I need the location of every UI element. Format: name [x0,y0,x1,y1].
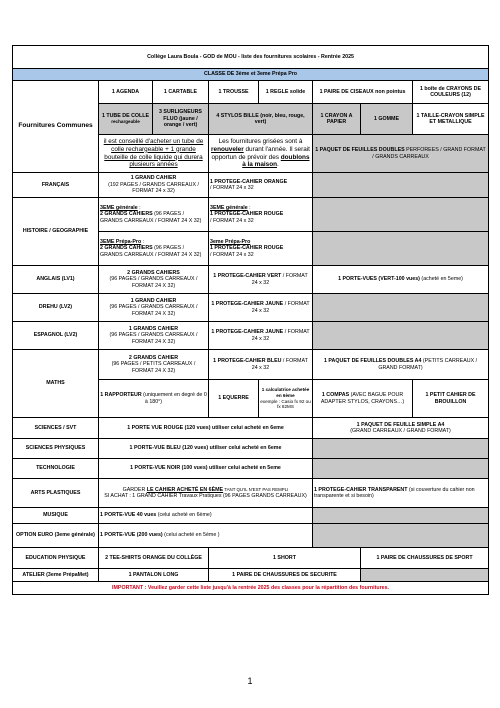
anglais-cahiers-detail: (96 PAGES / GRANDS CARREAUX / FORMAT 24 X 32) [109,276,198,289]
surligneurs-cell: 3 SURLIGNEURS FLUO (jaune / orange / vert) [153,104,209,135]
subject-option-euro: OPTION EURO (3eme générale) [13,524,99,548]
trousse-cell: 1 TROUSSE [209,81,259,104]
anglais-porte-vues-detail: (acheté en 5eme) [419,276,463,283]
histoire-pp-protege-detail: / FORMAT 24 x 32 [210,251,254,258]
maths-calc-detail: exemple : Casio fx 92 ou fx 82MS [260,398,311,410]
maths-compas-title: 1 COMPAS [321,392,350,399]
musique-porte-vue-cell [99,508,313,524]
espagnol-cahier-detail: (96 PAGES / GRANDS CARREAUX / FORMAT 24 X 32) [109,332,198,345]
francais-protege-detail: / FORMAT 24 x 32 [210,185,254,191]
maths-protege-detail: / FORMAT 24 x 32 [251,358,308,371]
maths-cahiers-detail: (96 PAGES / PETITS CARREAUX / FORMAT 24 X 32) [111,361,196,374]
svt-feuille-title: 1 PAQUET DE FEUILLE SIMPLE A4 [356,421,445,428]
histoire-gen-protege-cell: 3EME générale : 1 PROTEGE-CAHIER ROUGE / FORMAT 24 x 32 [209,198,313,232]
espagnol-empty-cell [313,322,489,350]
anglais-porte-vues-cell [313,266,489,294]
maths-feuilles-title: 1 PAQUET DE FEUILLES DOUBLES A4 [324,358,422,365]
subject-techno: TECHNOLOGIE [13,459,99,479]
maths-calc-title: 1 calculatrice achetée en 6ème [261,387,310,398]
subject-arts: ARTS PLASTIQUES [13,479,99,508]
histoire-pp-cahiers-title: 2 GRANDS CAHIERS [100,245,153,252]
arts-garder-4: SI ACHAT : 1 GRAND CAHIER Travaux Pratiques (96 PAGES GRANDS CARREAUX) [104,493,307,499]
maths-feuilles-cell [313,350,489,380]
option-euro-porte-vue-cell [99,524,313,548]
histoire-pp-cahiers-cell: 3EME Prépa-Pro : 2 GRANDS CAHIERS (96 PAGES / GRANDS CARREAUX / FORMAT 24 X 32) [99,232,209,266]
histoire-pp-cahiers-detail: (96 PAGES / GRANDS CARREAUX / FORMAT 24 X 32) [100,245,202,258]
histoire-gen-cahiers-title: 2 GRANDS CAHIERS [100,211,153,218]
svt-feuille-cell [313,418,489,439]
option-euro-porte-vue-detail: (celui acheté en 5ème ) [162,532,220,539]
espagnol-cahier-cell [99,322,209,350]
francais-cahier-title: 1 GRAND CAHIER [130,175,177,182]
atelier-securite-cell: 1 PAIRE DE CHAUSSURES DE SECURITE [209,569,361,582]
histoire-gen-empty-cell [313,198,489,232]
francais-protege-cell [209,173,313,198]
anglais-protege-title: 1 PROTEGE-CAHIER VERT [213,273,282,280]
arts-garder-1: GARDER [122,486,147,493]
cartable-cell: 1 CARTABLE [153,81,209,104]
grisees-text-3: . [277,161,279,169]
histoire-gen-cahiers-cell: 3EME générale : 2 GRANDS CAHIERS (96 PAGES / GRANDS CARREAUX / FORMAT 24 X 32) [99,198,209,232]
maths-cahiers-cell [99,350,209,380]
atelier-pantalon-cell: 1 PANTALON LONG [99,569,209,582]
maths-calc-cell [259,380,313,418]
subject-musique: MUSIQUE [13,508,99,524]
fournitures-table [12,45,489,595]
important-notice: IMPORTANT : Veuillez garder cette liste jusqu'à la rentrée 2025 des classes pour la répartition des fournitures. [13,582,489,595]
histoire-gen-label: 3EME générale [100,204,138,211]
drehu-cahier-cell [99,294,209,322]
subject-svt: SCIENCES / SVT [13,418,99,439]
anglais-cahiers-cell [99,266,209,294]
histoire-pp-label-2: 3eme Prépa-Pro [210,238,251,245]
maths-petit-cahier-cell: 1 PETIT CAHIER DE BROUILLON [413,380,489,418]
histoire-pp-label: 3EME Prépa-Pro [100,238,142,245]
svt-feuille-detail: (GRAND CARREAUX / GRAND FORMAT) [350,428,451,434]
musique-porte-vue-title: 1 PORTE-VUE 40 vues [100,512,157,519]
option-euro-empty-cell [313,524,489,548]
francais-empty-cell [313,173,489,198]
drehu-protege-detail: / FORMAT 24 x 32 [251,301,310,314]
drehu-protege-cell [209,294,313,322]
histoire-pp-protege-title: 1 PROTEGE-CAHIER ROUGE [210,245,284,252]
maths-equerre-cell: 1 EQUERRE [209,380,259,418]
espagnol-protege-title: 1 PROTEGE-CAHIER JAUNE [211,329,284,336]
maths-rapporteur-title: 1 RAPPORTEUR [100,392,142,399]
atelier-empty-cell [361,569,489,582]
colle-sub: rechargeable [111,119,140,124]
page-number: 1 [247,676,253,686]
stylos-cell: 4 STYLOS BILLE (noir, bleu, rouge, vert) [209,104,313,135]
drehu-empty-cell [313,294,489,322]
techno-empty-cell [313,459,489,479]
maths-rapporteur-cell [99,380,209,418]
maths-compas-detail: (AVEC BAGUE POUR ADAPTER STYLOS, CRAYONS…) [320,392,405,405]
espagnol-cahier-title: 1 GRANDS CAHIER [128,325,179,332]
anglais-porte-vues-title: 1 PORTE-VUES (VERT-100 vues) [338,276,420,283]
arts-garder-2: LE CAHIER ACHETÉ EN 6ÈME [146,486,224,493]
histoire-gen-cahiers-detail: (96 PAGES / GRANDS CARREAUX / FORMAT 24 X 32) [100,211,202,224]
feuilles-main: 1 PAQUET DE FEUILLES DOUBLES [315,147,405,154]
arts-protege-detail: (si couverture du cahier non transparente et si besoin) [314,486,475,499]
physiques-porte-vue-cell: 1 PORTE-VUE BLEU (120 vues) utiliser celui acheté en 6eme [99,439,313,459]
histoire-gen-protege-title: 1 PROTEGE-CAHIER ROUGE [210,211,284,218]
grisees-text-2: durant l'année. Il serait opportun de prévoir des [211,145,310,161]
conseil-colle-cell [99,135,209,173]
maths-feuilles-detail: (PETITS CARREAUX / GRAND FORMAT) [378,358,478,371]
subject-anglais: ANGLAIS (LV1) [13,266,99,294]
svt-porte-vue-cell: 1 PORTE VUE ROUGE (120 vues) utiliser celui acheté en 6eme [99,418,313,439]
histoire-gen-protege-detail: / FORMAT 24 x 32 [210,217,254,224]
subject-eps: EDUCATION PHYSIQUE [13,548,99,569]
page-title: Collège Laura Boula - GOD de MOU - liste des fournitures scolaires - Rentrée 2025 [13,46,489,69]
grisees-text-1: Les fournitures grisées sont à [218,137,303,145]
crayon-papier-cell: 1 CRAYON A PAPIER [313,104,361,135]
colle-main: 1 TUBE DE COLLE [101,112,150,119]
drehu-cahier-title: 1 GRAND CAHIER [130,297,177,304]
maths-compas-cell [313,380,413,418]
subject-atelier: ATELIER (3eme PrépaMet) [13,569,99,582]
anglais-cahiers-title: 2 GRANDS CAHIERS [127,269,180,276]
grisees-note-cell [209,135,313,173]
arts-garder-cell [99,479,313,508]
regle-cell: 1 REGLE solide [259,81,313,104]
colle-cell [99,104,153,135]
subject-francais: FRANÇAIS [13,173,99,198]
eps-tshirts-cell: 2 TEE-SHIRTS ORANGE DU COLLÈGE [99,548,209,569]
musique-empty-cell [313,508,489,524]
espagnol-protege-detail: / FORMAT 24 x 32 [251,329,310,342]
drehu-cahier-detail: (96 PAGES / GRANDS CARREAUX / FORMAT 24 X 32) [109,304,198,317]
conseil-colle-text: il est conseillé d'acheter un tube de colle rechargeable + 1 grande bouteille de colle liquide qui durera plusieurs années [103,137,204,169]
subject-espagnol: ESPAGNOL (LV2) [13,322,99,350]
ciseaux-cell: 1 PAIRE DE CISEAUX non pointus [313,81,413,104]
musique-porte-vue-detail: (celui acheté en 6ème) [156,512,212,519]
crayons-couleur-cell: 1 boîte de CRAYONS DE COULEURS (12) [413,81,489,104]
feuilles-rest: PERFOREES / GRAND FORMAT / GRANDS CARREAUX [372,147,486,160]
option-euro-porte-vue-title: 1 PORTE-VUE (200 vues) [100,532,163,539]
eps-short-cell: 1 SHORT [209,548,361,569]
histoire-pp-protege-cell [209,232,313,266]
maths-protege-cell [209,350,313,380]
grisees-renouveler: renouveler [211,145,244,153]
subject-physiques: SCIENCES PHYSIQUES [13,439,99,459]
subject-maths: MATHS [13,350,99,418]
feuilles-doubles-cell [313,135,489,173]
eps-chaussures-cell: 1 PAIRE DE CHAUSSURES DE SPORT [361,548,489,569]
subject-drehu: DREHU (LV2) [13,294,99,322]
techno-porte-vue-cell: 1 PORTE-VUE NOIR (100 vues) utiliser celui acheté en 5eme [99,459,313,479]
anglais-protege-cell [209,266,313,294]
histoire-pp-empty-cell [313,232,489,266]
arts-protege-cell [313,479,489,508]
histoire-gen-label-2: 3EME générale [210,204,248,211]
maths-rapporteur-detail: (uniquement en degré de 0 à 180°) [141,392,207,405]
francais-cahier-cell [99,173,209,198]
gomme-cell: 1 GOMME [361,104,413,135]
communes-label: Fournitures Communes [13,81,99,173]
agenda-cell: 1 AGENDA [99,81,153,104]
class-banner: CLASSE DE 3ème et 3eme Prépa Pro [13,69,489,81]
arts-protege-title: 1 PROTEGE-CAHIER TRANSPARENT [314,486,408,493]
francais-protege-title: 1 PROTEGE-CAHIER ORANGE [210,178,288,185]
grisees-doublons: doublons à la maison [242,153,310,169]
espagnol-protege-cell [209,322,313,350]
subject-histoire: HISTOIRE / GEOGRAPHIE [13,198,99,266]
francais-cahier-detail: (192 PAGES / GRANDS CARREAUX / FORMAT 24 x 32) [108,181,199,195]
maths-protege-title: 1 PROTEGE-CAHIER BLEU [213,358,282,365]
anglais-protege-detail: / FORMAT 24 x 32 [251,273,308,286]
taille-crayon-cell: 1 TAILLE-CRAYON SIMPLE ET METALLIQUE [413,104,489,135]
arts-garder-3: TANT QU'IL N'EST PAS REMPLI [223,486,289,492]
drehu-protege-title: 1 PROTEGE-CAHIER JAUNE [211,301,284,308]
physiques-empty-cell [313,439,489,459]
maths-cahiers-title: 2 GRANDS CAHIER [128,354,179,361]
